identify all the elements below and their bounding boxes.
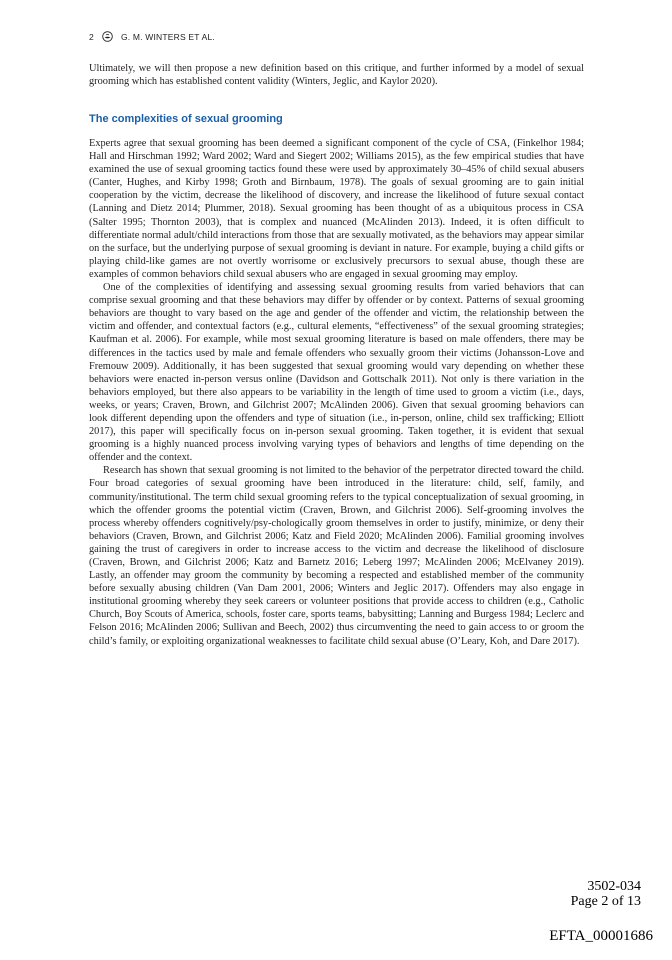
paragraph-2: One of the complexities of identifying and assessing sexual grooming results from varied behaviors that can comprise sexual grooming and that these behaviors may differ by offender or by context. Patterns of sexual grooming behaviors are thought to vary based on the age and gender of the offender and victim, the relationship between the victim and offender, and contextual factors (e.g., cultural elements, “effectiveness” of the sexual grooming strategies; Kaufman et al. 2006). For example, while most sexual grooming literature is based on male offenders, there may be differences in the tactics used by male and female offenders who sexually groom their victims (Johansson-Love and Fremouw 2009). Additionally, it has been suggested that sexual grooming would vary depending on whether these behaviors were enacted in-person versus online (Davidson and Gottschalk 2011). Not only is there variation in the behaviors employed, but there also appears to be variability in the length of time used to groom a victim (i.e., days, weeks, or years; Craven, Brown, and Gilchrist 2007; McAlinden 2006). Given that sexual grooming behaviors can look different depending upon the offenders and type of situation (i.e., in-person, online, child sex trafficking; Elliott 2017), this paper will specifically focus on in-person sexual grooming. Taken together, it is evident that sexual grooming is a highly nuanced process involving varying types of behaviors and lengths of time depending on the offender and the context. xyxy=(89,282,584,464)
bates-number: EFTA_00001686 xyxy=(549,928,653,944)
publisher-logo-icon xyxy=(102,31,113,42)
section-heading: The complexities of sexual grooming xyxy=(89,113,283,125)
doc-stamp xyxy=(571,879,641,909)
section-body xyxy=(89,137,584,648)
running-head xyxy=(89,31,215,42)
doc-number: 3502-034 xyxy=(587,879,641,894)
running-head-authors: G. M. WINTERS ET AL. xyxy=(120,31,215,42)
page-of: Page 2 of 13 xyxy=(570,894,641,909)
paragraph-3: Research has shown that sexual grooming is not limited to the behavior of the perpetrator directed toward the child. Four broad categories of sexual grooming have been introduced in the literature: child, self, family, and community/institutional. The term child sexual grooming refers to the typical conceptualization of sexual grooming, in which the offender grooms the potential victim (Craven, Brown, and Gilchrist 2006). Self-grooming involves the process whereby offenders cognitively/psy-chologically groom themselves in order to justify, minimize, or deny their behaviors (Craven, Brown, and Gilchrist 2006; Katz and Field 2020; McAlinden 2006). Familial grooming involves gaining the trust of caregivers in order to increase access to the victim and decrease the likelihood of disclosure (Craven, Brown, and Gilchrist 2006; Katz and Barnetz 2016; Leberg 1997; McAlinden 2006; McElvaney 2019). Lastly, an offender may groom the community by becoming a respected and established member of the community before sexually abusing children (Van Dam 2001, 2006; Winters and Jeglic 2017). Offenders may also engage in institutional grooming whereby they seek careers or volunteer positions that provide access to children (e.g., Catholic Church, Boy Scouts of America, schools, foster care, sports teams, babysitting; Lanning and Burgess 1984; Leclerc and Felson 2016; McAlinden 2006; Sullivan and Beech, 2002) thus circumventing the need to gain access to or groom the child’s family, or exploiting organizational weaknesses to facilitate child sexual abuse (O’Leary, Koh, and Dare 2017). xyxy=(89,465,584,647)
intro-block xyxy=(89,62,584,88)
page-number: 2 xyxy=(89,31,94,42)
intro-paragraph: Ultimately, we will then propose a new definition based on this critique, and further informed by a model of sexual grooming which has established content validity (Winters, Jeglic, and Kaylor 2020). xyxy=(89,63,584,88)
paragraph-1: Experts agree that sexual grooming has been deemed a significant component of the cycle of CSA, (Finkelhor 1984; Hall and Hirschman 1992; Ward 2002; Ward and Siegert 2002; Williams 2015), as the few empirical studies that have examined the use of sexual grooming tactics found these were used by approximately 30–45% of child sexual abusers (Canter, Hughes, and Kirby 1998; Groth and Birnbaum, 1978). The goals of sexual grooming are to gain initial cooperation by the victim, decrease the likelihood of discovery, and increase the likelihood of future sexual contact (Lanning and Dietz 2014; Plummer, 2018). Sexual grooming has been thought of as a ubiquitous process in CSA (Salter 1995; Thornton 2003), that is complex and nuanced (McAlinden 2013). Indeed, it is often difficult to differentiate normal adult/child interactions from those that are sexually motivated, as the behaviors may appear similar on the surface, but the underlying purpose of sexual grooming is deviant in nature. For example, buying a child gifts or playing child-like games are not overtly worrisome or exclusively precursors to sexual abuse, though these are examples of common behaviors child sexual abusers who are engaged in sexual grooming may employ. xyxy=(89,138,584,280)
